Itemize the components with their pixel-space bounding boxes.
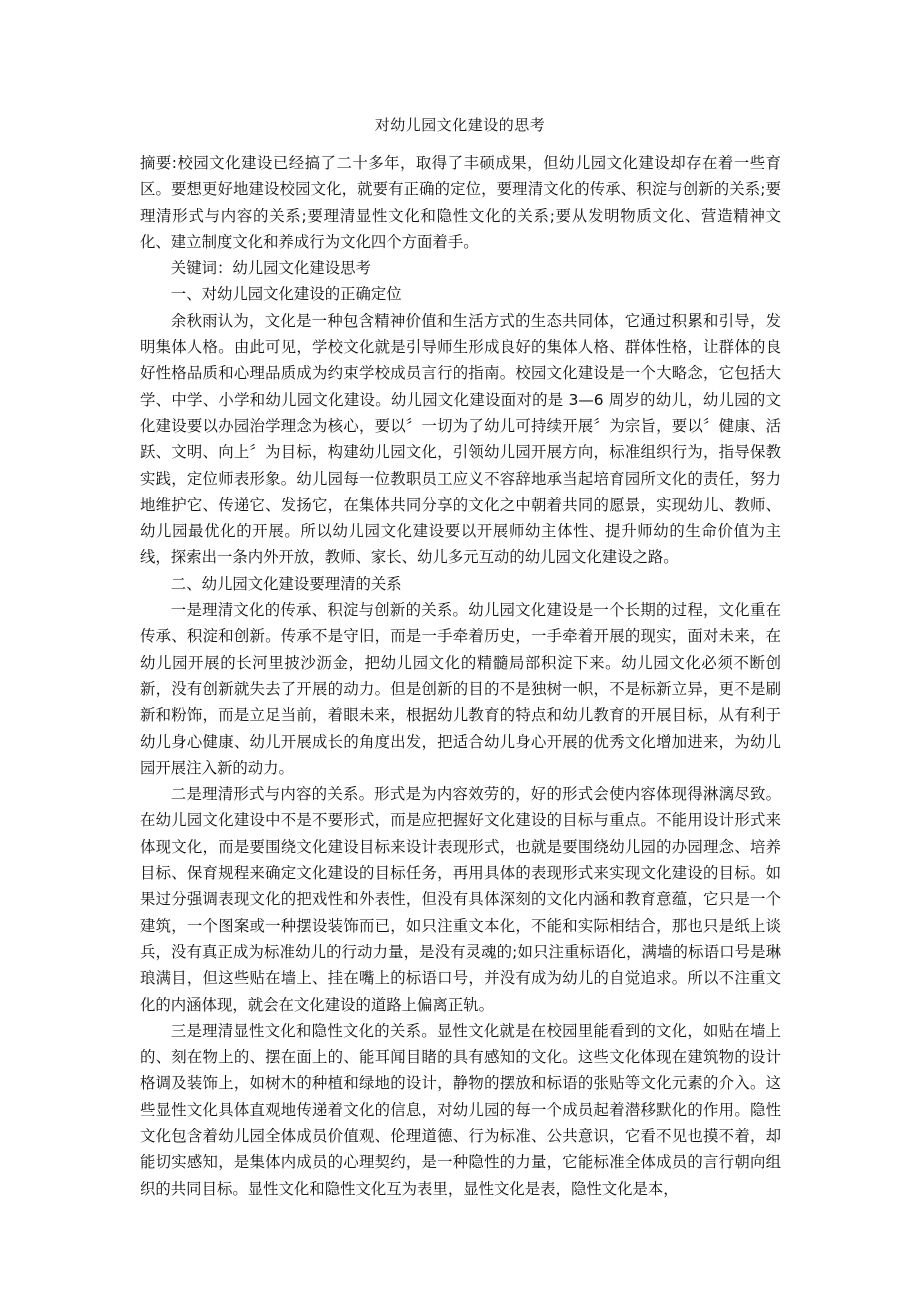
document-title: 对幼儿园文化建设的思考 xyxy=(374,116,546,134)
keywords-line: 关键词：幼儿园文化建设思考 xyxy=(170,259,371,278)
section-1-heading: 一、对幼儿园文化建设的正确定位 xyxy=(170,285,402,304)
abstract-text: 校园文化建设已经搞了二十多年，取得了丰硕成果，但幼儿园文化建设却存在着一些育区。要想更好地建设校园文化，就要有正确的定位，要理清文化的传承、积淀与创新的关系;要理清形式与内容的关系;要理清显性文化和隐性文化的关系;要从发明物质文化、营造精神文化、建立制度文化和养成行为文化四个方面着手。 xyxy=(140,154,781,251)
section-1-paragraph-1: 余秋雨认为，文化是一种包含精神价值和生活方式的生态共同体，它通过积累和引导，发明集体人格。由此可见，学校文化就是引导师生形成良好的集体人格、群体性格，让群体的良好性格品质和心理品质成为约束学校成员言行的指南。校园文化建设是一个大略念，它包括大学、中学、小学和幼儿园文化建设。幼儿园文化建设面对的是 3—6 周岁的幼儿，幼儿园的文化建设要以办园治学理念为核心，要以〞一切为了幼儿可持续开展〞为宗旨，要以〞健康、活跃、文明、向上〞为目标，构建幼儿园文化，引领幼儿园开展方向，标准组织行为，指导保教实践，定位师表形象。幼儿园每一位教职员工应义不容辞地承当起培育园所文化的责任，努力地维护它、传递它、发扬它，在集体共同分享的文化之中朝着共同的愿景，实现幼儿、教师、幼儿园最优化的开展。所以幼儿园文化建设要以开展师幼主体性、提升师幼的生命价值为主线，探索出一条内外开放，教师、家长、幼儿多元互动的幼儿园文化建设之路。 xyxy=(140,311,781,567)
document-body xyxy=(140,150,781,1202)
section-2-paragraph-3: 三是理清显性文化和隐性文化的关系。显性文化就是在校园里能看到的文化，如贴在墙上的、刻在物上的、摆在面上的、能耳闻目睹的具有感知的文化。这些文化体现在建筑物的设计格调及装饰上，如树木的种植和绿地的设计，静物的摆放和标语的张贴等文化元素的介入。这些显性文化具体直观地传递着文化的信息，对幼儿园的每一个成员起着潜移默化的作用。隐性文化包含着幼儿园全体成员价值观、伦理道德、行为标准、公共意识，它看不见也摸不着，却能切实感知，是集体内成员的心理契约，是一种隐性的力量，它能标准全体成员的言行朝向组织的共同目标。显性文化和隐性文化互为表里，显性文化是表，隐性文化是本， xyxy=(140,1021,781,1198)
section-2-heading: 二、幼儿园文化建设要理清的关系 xyxy=(170,574,402,593)
section-2-paragraph-2: 二是理清形式与内容的关系。形式是为内容效劳的，好的形式会使内容体现得淋漓尽致。在幼儿园文化建设中不是不要形式，而是应把握好文化建设的目标与重点。不能用设计形式来体现文化，而是要围绕文化建设目标来设计表现形式，也就是要围绕幼儿园的办园理念、培养目标、保育规程来确定文化建设的目标任务，再用具体的表现形式来实现文化建设的目标。如果过分强调表现文化的把戏性和外表性，但没有具体深刻的文化内涵和教育意蕴，它只是一个建筑，一个图案或一种摆设装饰而已，如只注重文本化，不能和实际相结合，那也只是纸上谈兵，没有真正成为标准幼儿的行动力量，是没有灵魂的;如只注重标语化，满墙的标语口号是琳琅满目，但这些贴在墙上、挂在嘴上的标语口号，并没有成为幼儿的自觉追求。所以不注重文化的内涵体现，就会在文化建设的道路上偏离正轨。 xyxy=(140,785,781,1014)
abstract-paragraph xyxy=(140,150,781,255)
section-2-paragraph-1: 一是理清文化的传承、积淀与创新的关系。幼儿园文化建设是一个长期的过程，文化重在传承、积淀和创新。传承不是守旧，而是一手牵着历史，一手牵着开展的现实，面对未来，在幼儿园开展的长河里披沙沥金，把幼儿园文化的精髓局部积淀下来。幼儿园文化必须不断创新，没有创新就失去了开展的动力。但是创新的目的不是独树一帜，不是标新立异，更不是刷新和粉饰，而是立足当前，着眼未来，根据幼儿教育的特点和幼儿教育的开展目标，从有利于幼儿身心健康、幼儿开展成长的角度出发，把适合幼儿身心开展的优秀文化增加进来，为幼儿园开展注入新的动力。 xyxy=(140,601,781,777)
abstract-label: 摘要: xyxy=(140,154,177,172)
